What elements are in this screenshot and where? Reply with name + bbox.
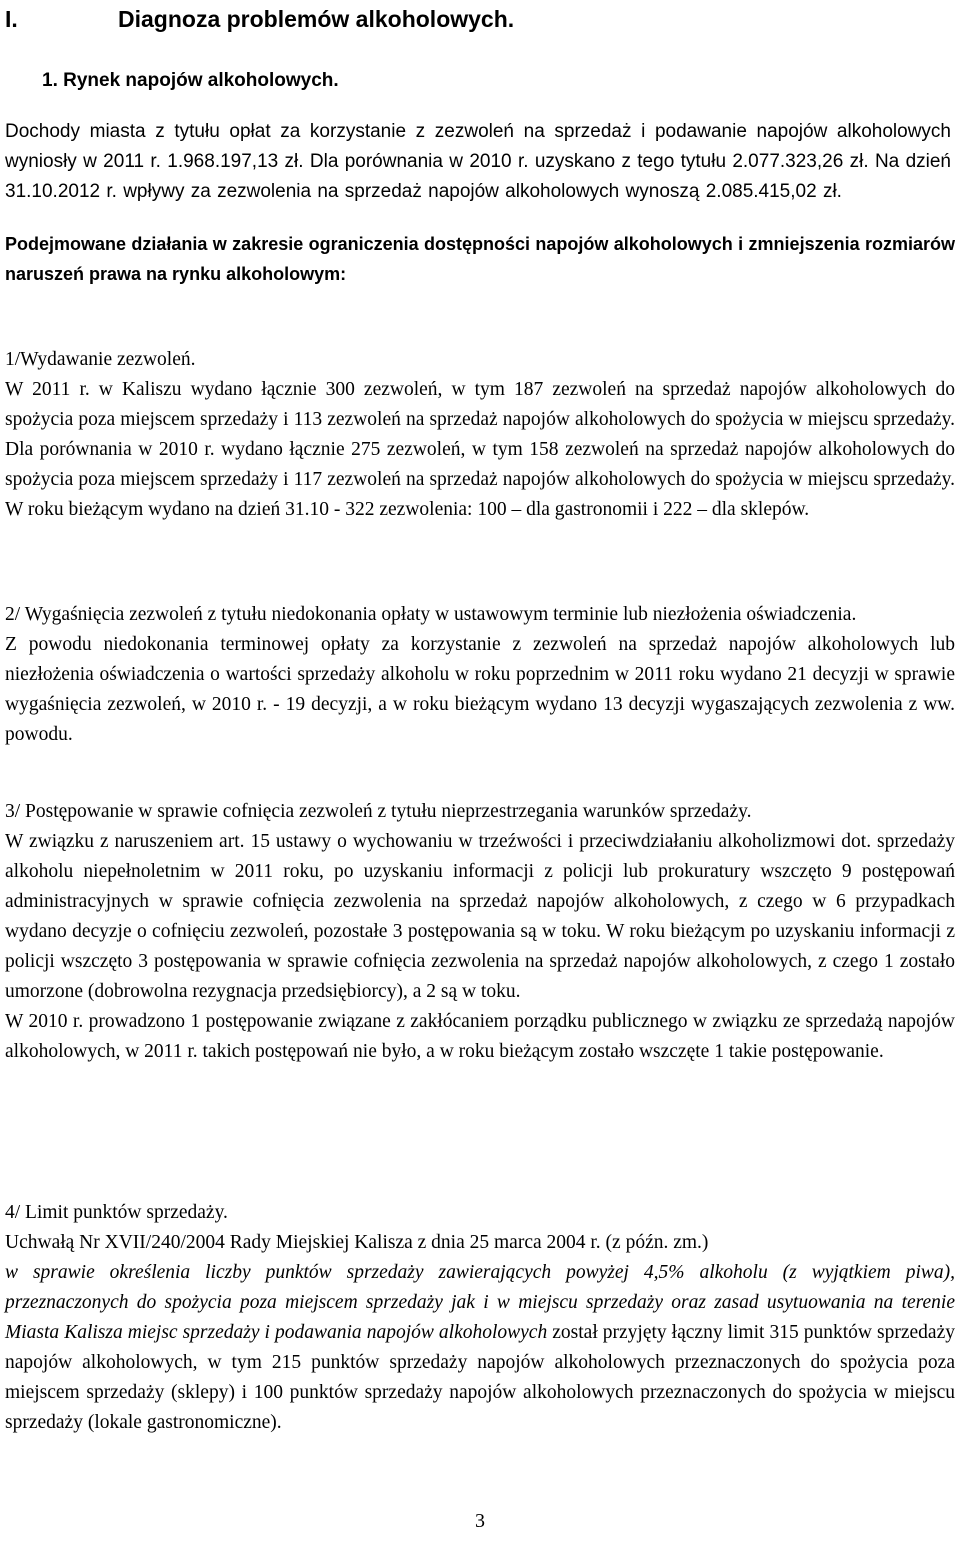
item-3-text-2: W 2010 r. prowadzono 1 postępowanie związane z zakłócaniem porządku publicznego w związku ze sprzedażą napojów alkoholowych, w 2011 r. takich postępowań nie było, a w roku bieżącym zostało wszczęte 1 takie postępowanie. (5, 1011, 955, 1062)
item-3 (5, 797, 955, 1067)
item-1 (5, 345, 955, 525)
item-4-italic: w sprawie określenia liczby punktów sprzedaży zawierających powyżej 4,5% alkoholu (z wyjątkiem piwa), przeznaczonych do spożycia poza miejscem sprzedaży jak i w miejscu sprzedaży oraz zasad usytuowania na terenie Miasta Kalisza miejsc sprzedaży i podawania napojów alkoholowych (5, 1262, 955, 1343)
item-2 (5, 600, 955, 750)
page-number: 3 (475, 1510, 485, 1532)
chapter-heading (5, 6, 514, 33)
item-4-resolution: Uchwałą Nr XVII/240/2004 Rady Miejskiej Kalisza z dnia 25 marca 2004 r. (z późn. zm.) (5, 1232, 709, 1253)
item-4-body (5, 1258, 955, 1438)
actions-heading: Podejmowane działania w zakresie ograniczenia dostępności napojów alkoholowych i zmniejszenia rozmiarów naruszeń prawa na rynku alkoholowym: (5, 234, 955, 284)
item-1-title: 1/Wydawanie zezwoleń. (5, 349, 196, 370)
item-1-text: W 2011 r. w Kaliszu wydano łącznie 300 zezwoleń, w tym 187 zezwoleń na sprzedaż napojów alkoholowych do spożycia poza miejscem sprzedaży i 113 zezwoleń na sprzedaż napojów alkoholowych do spożycia w miejscu sprzedaży. Dla porównania w 2010 r. wydano łącznie 275 zezwoleń, w tym 158 zezwoleń na sprzedaż napojów alkoholowych do spożycia poza miejscem sprzedaży i 117 zezwoleń na sprzedaż napojów alkoholowych do spożycia w miejscu sprzedaży. W roku bieżącym wydano na dzień 31.10 - 322 zezwolenia: 100 – dla gastronomii i 222 – dla sklepów. (5, 379, 955, 520)
item-4-title: 4/ Limit punktów sprzedaży. (5, 1202, 228, 1223)
item-2-title: 2/ Wygaśnięcia zezwoleń z tytułu niedokonania opłaty w ustawowym terminie lub niezłożenia oświadczenia. (5, 604, 857, 625)
item-4 (5, 1198, 955, 1438)
item-3-text-1: W związku z naruszeniem art. 15 ustawy o wychowaniu w trzeźwości i przeciwdziałaniu alkoholizmowi dot. sprzedaży alkoholu niepełnoletnim w 2011 roku, po uzyskaniu informacji z policji lub prokuratury wszczęto 9 postępowań administracyjnych w sprawie cofnięcia zezwolenia na sprzedaż napojów alkoholowych, z czego w 6 przypadkach wydano decyzje o cofnięciu zezwoleń, pozostałe 3 postępowania są w toku. W roku bieżącym po uzyskaniu informacji z policji wszczęto 3 postępowania w sprawie cofnięcia zezwolenia na sprzedaż napojów alkoholowych, z czego 1 zostało umorzone (dobrowolna rezygnacja przedsiębiorcy), a 2 są w toku. (5, 831, 955, 1002)
item-4-rest: został przyjęty łączny limit 315 punktów sprzedaży napojów alkoholowych, w tym 215 punktów sprzedaży napojów alkoholowych przeznaczonych do spożycia poza miejscem sprzedaży (sklepy) i 100 punktów sprzedaży napojów alkoholowych przeznaczonych do spożycia w miejscu sprzedaży (lokale gastronomiczne). (5, 1322, 955, 1433)
item-3-title: 3/ Postępowanie w sprawie cofnięcia zezwoleń z tytułu nieprzestrzegania warunków sprzedaży. (5, 801, 752, 822)
revenue-paragraph: Dochody miasta z tytułu opłat za korzystanie z zezwoleń na sprzedaż i podawanie napojów alkoholowych wyniosły w 2011 r. 1.968.197,13 zł. Dla porównania w 2010 r. uzyskano z tego tytułu 2.077.323,26 zł. Na dzień 31.10.2012 r. wpływy za zezwolenia na sprzedaż napojów alkoholowych wynoszą 2.085.415,02 zł. (5, 121, 951, 202)
item-2-text: Z powodu niedokonania terminowej opłaty za korzystanie z zezwoleń na sprzedaż napojów alkoholowych lub niezłożenia oświadczenia o wartości sprzedaży alkoholu w roku poprzednim w 2011 roku wydano 21 decyzji w sprawie wygaśnięcia zezwoleń, w 2010 r. - 19 decyzji, a w roku bieżącym wydano 13 decyzji wygaszających zezwolenia z ww. powodu. (5, 634, 955, 745)
chapter-title: Diagnoza problemów alkoholowych. (118, 6, 515, 32)
chapter-number: I. (5, 6, 18, 32)
section-title: 1. Rynek napojów alkoholowych. (42, 70, 339, 91)
